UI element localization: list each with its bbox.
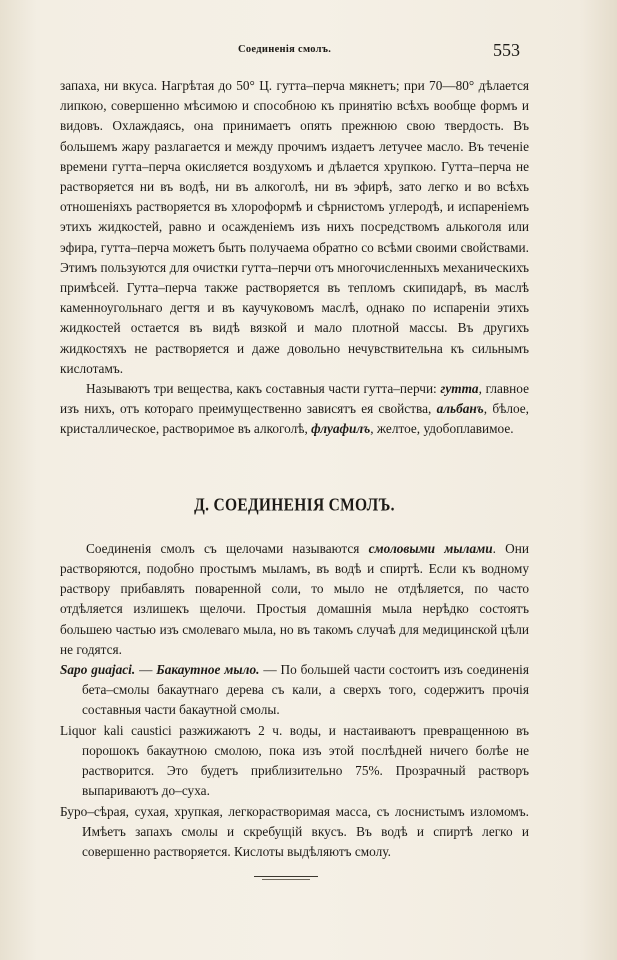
term-resin-soaps: смоловыми мылами — [368, 540, 493, 556]
body-text — [60, 76, 529, 862]
footer-rule-thin — [262, 879, 310, 880]
latin-name: Sapo guajaci. — [60, 662, 136, 678]
term-gutta: гутта — [440, 381, 479, 397]
entry-sapo-guajaci: Sapo guajaci. — Бакаутное мыло. — По большей части состоитъ изъ соединенія бета–смолы бакаутнаго дерева съ кали, а сверхъ того, содержитъ прочія составныя части бакаутной смолы. — [60, 662, 529, 718]
paragraph-three-substances: Называютъ три вещества, какъ составныя части гутта–перчи: гутта, главное изъ нихъ, отъ котораго преимущественно зависятъ ея свойства, альбанъ, бѣлое, кристаллическое, растворимое въ алкоголѣ, флуафилъ, желтое, удобоплавимое. — [60, 381, 529, 437]
term-alban: альбанъ — [436, 401, 484, 417]
entry-description: Буро–сѣрая, сухая, хрупкая, легкорастворимая масса, съ лоснистымъ изломомъ. Имѣетъ запахъ смолы и скребущій вкусъ. Въ водѣ и спиртѣ легко и совершенно растворяется. Кислоты выдѣляютъ смолу. — [60, 803, 529, 859]
page-header — [0, 40, 617, 64]
entry-preparation: Liquor kali caustici разжижаютъ 2 ч. воды, и настаиваютъ превращенною въ порошокъ бакаутною смолою, пока изъ этой послѣдней ничего болѣе не растворится. Это будетъ приблизительно 75%. Прозрачный растворъ выпариваютъ до–суха. — [60, 722, 529, 799]
paragraph-resin-soaps: Соединенія смолъ съ щелочами называются смоловыми мылами. Они растворяются, подобно простымъ мыламъ, въ водѣ и спиртѣ. Если къ водному раствору прибавлять поваренной соли, то мыло не отдѣляется, по часто отдѣляется излишекъ щелочи. Простыя домашнія мыла нерѣдко состоятъ большею частью изъ смолеваго мыла, но въ такомъ случаѣ для медицинской цѣли не годятся. — [60, 540, 530, 657]
page-number: 553 — [493, 40, 520, 60]
russian-name: Бакаутное мыло. — [156, 662, 260, 678]
paragraph-gutta-percha-properties: запаха, ни вкуса. Нагрѣтая до 50° Ц. гутта–перча мякнетъ; при 70—80° дѣлается липкою, совершенно мѣсимою и способною къ принятію всѣхъ вообще формъ и видовъ. Охлаждаясь, она принимаетъ опять прежнюю свою твердость. Въ большемъ жару разлагается и между прочимъ издаетъ летучее масло. Въ теченіе времени гутта–перча окисляется воздухомъ и дѣлается хрупкою. Гутта–перча не растворяется ни въ водѣ, ни въ алкоголѣ, ни въ эфирѣ, зато легко и во всѣхъ отношеніяхъ растворяется въ хлороформѣ и сѣрнистомъ углеродѣ, и испареніемъ этихъ жидкостей, равно и осажденіемъ изъ нихъ посредствомъ алькоголя или эфира, гутта–перча можетъ быть получаема обратно со всѣми своими свойствами. Этимъ пользуются для очистки гутта–перчи отъ многочисленныхъ механическихъ примѣсей. Гутта–перча также растворяется въ тепломъ скипидарѣ, въ маслѣ каменноугольнаго дегтя и въ каучуковомъ маслѣ, однако по испареніи этихъ жидкостей остается въ видѣ вязкой и мало плотной массы. Въ другихъ жидкостяхъ не растворяется и даже довольно нечувствительна къ сильнымъ кислотамъ. — [60, 78, 529, 376]
term-fluavil: флуафилъ — [311, 421, 371, 437]
section-heading: Д. СОЕДИНЕНІЯ СМОЛЪ. — [194, 495, 395, 515]
footer-rule — [254, 876, 318, 877]
running-title: Соединенія смолъ. — [238, 44, 332, 55]
